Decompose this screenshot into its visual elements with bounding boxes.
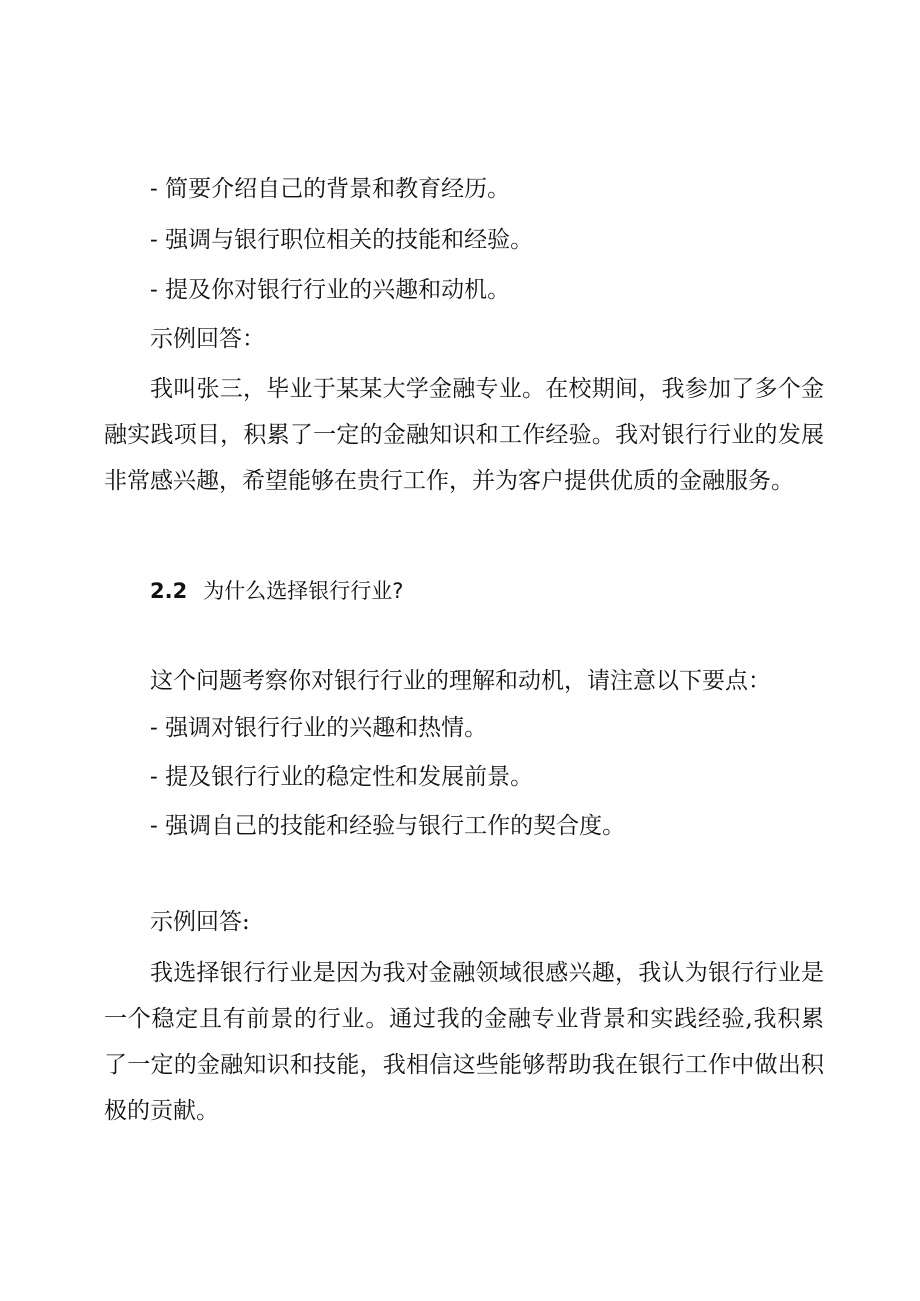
example-label-2: 示例回答: <box>150 909 250 935</box>
bullet-skills: - 强调与银行职位相关的技能和经验。 <box>150 227 534 253</box>
example-answer-2: 我选择银行行业是因为我对金融领域很感兴趣，我认为银行行业是一个稳定且有前景的行业。通过我的金融专业背景和实践经验,我积累了一定的金融知识和技能，我相信这些能够帮助我在银行工作中做出积极的贡献。 <box>104 960 824 1124</box>
bullet-enthusiasm: - 强调对银行行业的兴趣和热情。 <box>150 715 488 741</box>
section-heading <box>150 576 403 606</box>
bullet-stability: - 提及银行行业的稳定性和发展前景。 <box>150 764 534 790</box>
bullet-interest: - 提及你对银行行业的兴趣和动机。 <box>150 277 511 303</box>
section-number: 2.2 <box>150 579 188 603</box>
example-answer-1: 我叫张三，毕业于某某大学金融专业。在校期间，我参加了多个金融实践项目，积累了一定的金融知识和工作经验。我对银行行业的发展非常感兴趣，希望能够在贵行工作，并为客户提供优质的金融服务。 <box>104 376 824 494</box>
bullet-background: - 简要介绍自己的背景和教育经历。 <box>150 176 511 202</box>
section-title: 为什么选择银行行业? <box>203 579 404 603</box>
bullet-fit: - 强调自己的技能和经验与银行工作的契合度。 <box>150 813 626 839</box>
example-label-1: 示例回答： <box>150 326 265 352</box>
section-intro: 这个问题考察你对银行行业的理解和动机，请注意以下要点： <box>150 668 771 694</box>
